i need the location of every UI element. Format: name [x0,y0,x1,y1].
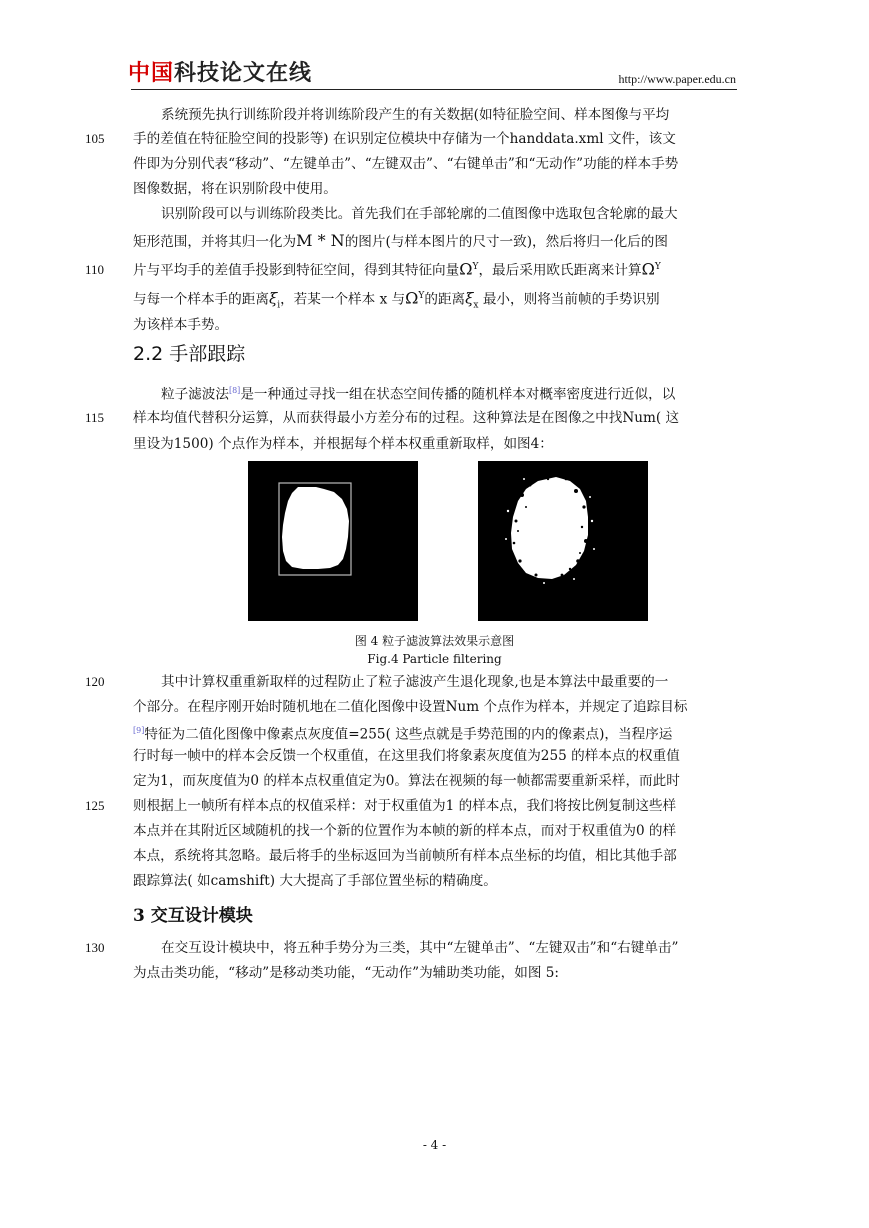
page-number: - 4 - [422,1138,447,1152]
header-url[interactable]: http://www.paper.edu.cn [618,72,736,86]
journal-logo [128,62,312,86]
para4-line5: 定为1，而灰度值为0 的样本点权重值定为0。算法在视频的每一帧都需要重新采样，而此时 [133,773,680,789]
figure4-caption-en: Fig.4 Particle filtering [367,652,502,666]
para4-line4: 行时每一帧中的样本会反馈一个权重值，在这里我们将象素灰度值为255 的样本点的权重值 [133,748,680,764]
figure4-caption-cn: 图 4 粒子滤波算法效果示意图 [354,634,515,648]
citation-9[interactable]: [9] [133,726,145,735]
math-m-times-n: M * N [296,231,345,250]
para4-line2: 个部分。在程序刚开始时随机地在二值化图像中设置Num 个点作为样本，并规定了追踪目标 [133,699,688,715]
para2-line5: 为该样本手势。 [133,317,229,333]
section-heading-3: 3 交互设计模块 [133,906,253,926]
math-xi-i: ξ [268,289,278,308]
math-omega: Ω [405,288,419,308]
para4-line1: 其中计算权重重新取样的过程防止了粒子滤波产生退化现象,也是本算法中最重要的一 [161,674,669,690]
citation-8[interactable]: [8] [228,386,241,395]
logo-red-part: 中国 [128,61,175,86]
para4-line3: [9]特征为二值化图像中像素点灰度值=255( 这些点就是手势范围的内的像素点)，当程序运 [133,726,673,743]
para5-line2: 为点击类功能，“移动”是移动类功能，“无动作”为辅助类功能，如图 5: [133,965,559,981]
math-xi-x: ξ [465,289,474,308]
line-number-105: 105 [85,131,105,146]
para2-line1: 识别阶段可以与训练阶段类比。首先我们在手部轮廓的二值图像中选取包含轮廓的最大 [161,206,678,222]
header-divider [131,89,737,90]
para3-line3: 里设为1500) 个点作为样本，并根据每个样本权重重新取样，如图4： [133,436,553,452]
para4-line8: 本点，系统将其忽略。最后将手的坐标返回为当前帧所有样本点坐标的均值，相比其他手部 [133,848,677,864]
para4-line9: 跟踪算法( 如camshift) 大大提高了手部位置坐标的精确度。 [133,873,497,889]
para4-line6: 则根据上一帧所有样本点的权值采样：对于权重值为1 的样本点，我们将按比例复制这些样 [133,798,677,814]
para2-line3: 片与平均手的差值手投影到特征空间，得到其特征向量$\Omega^Y$，最后采用欧氏距离来计算$\Omega^Y$ [133,259,661,279]
para1-line4: 图像数据，将在识别阶段中使用。 [133,181,337,197]
figure4-right-image [478,461,648,621]
para4-line7: 本点并在其附近区域随机的找一个新的位置作为本帧的新的样本点，而对于权重值为0 的样 [133,823,677,839]
para3-line2: 样本均值代替积分运算，从而获得最小方差分布的过程。这种算法是在图像之中找Num( 这 [133,410,680,426]
para1-line3: 件即为分别代表“移动”、“左键单击”、“左键双击”、“右键单击”和“无动作”功能的样本手势 [133,156,679,172]
para2-line4: 与每一个样本手的距离$\xi_i$，若某一个样本 x 与$\Omega^Y$的距离$\xi_x$ 最小，则将当前帧的手势识别 [133,288,660,311]
math-omega: Ω [641,259,655,279]
figure4-left-image [248,461,418,621]
line-number-115: 115 [85,410,105,425]
logo-dark-part: 科技论文在线 [174,61,313,86]
line-number-110: 110 [85,262,105,277]
para2-line2: 矩形范围，并将其归一化为M * N的图片(与样本图片的尺寸一致)，然后将归一化后的图 [133,231,668,250]
section-heading-2-2: 2.2 手部跟踪 [133,343,246,365]
math-omega: Ω [459,259,473,279]
line-number-125: 125 [85,798,105,813]
para1-line1: 系统预先执行训练阶段并将训练阶段产生的有关数据(如特征脸空间、样本图像与平均 [161,107,670,123]
line-number-120: 120 [85,674,105,689]
para1-line2: 手的差值在特征脸空间的投影等) 在识别定位模块中存储为一个handdata.xml 文件，该文 [133,131,676,147]
para3-line1: 粒子滤波法[8]是一种通过寻找一组在状态空间传播的随机样本对概率密度进行近似，以 [161,386,676,403]
para5-line1: 在交互设计模块中，将五种手势分为三类，其中“左键单击”、“左键双击”和“右键单击” [161,940,679,956]
line-number-130: 130 [85,940,105,955]
